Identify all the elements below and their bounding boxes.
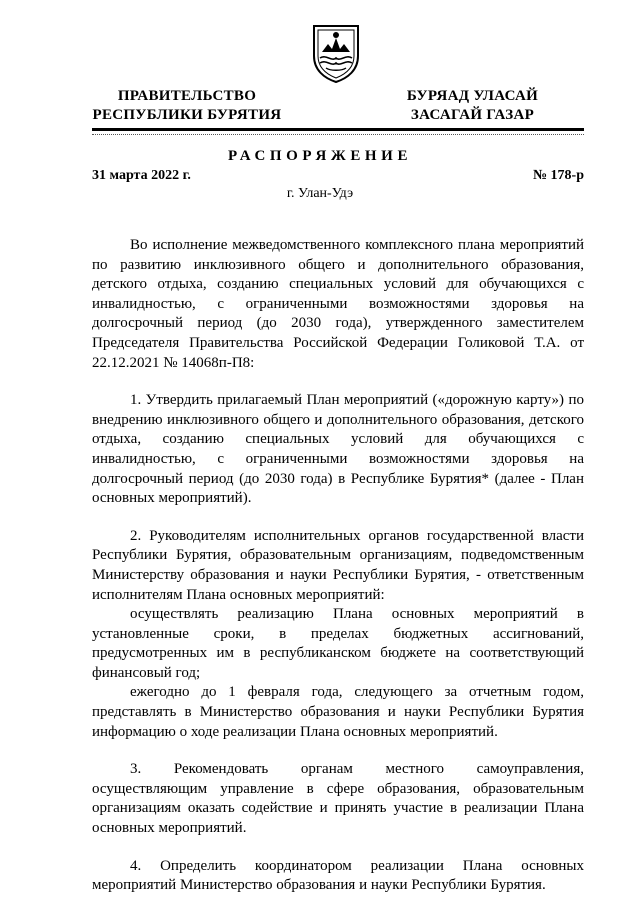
issuer-name-buryat: [385, 87, 560, 125]
issuer-line: ЗАСАГАЙ ГАЗАР: [410, 107, 535, 123]
clause-3: 3. Рекомендовать органам местного самоуправления, осуществляющим управление в сфере образования, образовательным организациям оказать содействие и принять участие в реализации Плана основных мероприятий.: [92, 761, 584, 837]
header-rule-dotted: [92, 134, 584, 135]
clause-4: 4. Определить координатором реализации Плана основных мероприятий Министерство образования и науки Республики Бурятия.: [92, 857, 584, 894]
document-city: г. Улан-Удэ: [286, 186, 354, 201]
clause-1: 1. Утвердить прилагаемый План мероприятий («дорожную карту») по внедрению инклюзивного общего и дополнительного образования, детского отдыха, созданию специальных условий для обучающихся с инвалидностью, с ограниченными возможностями здоровья на долгосрочный период (до 2030 года) в Республике Бурятия* (далее - План основных мероприятий).: [92, 392, 584, 507]
document-type: РАСПОРЯЖЕНИЕ: [227, 148, 413, 164]
document-body: [92, 236, 584, 896]
clause-2: 2. Руководителям исполнительных органов государственной власти Республики Бурятия, образовательным организациям, подведомственным Министерству образования и науки Республики Бурятия, - ответственным исполнителям Плана основных мероприятий:: [92, 527, 584, 603]
issuer-line: БУРЯАД УЛАСАЙ: [406, 88, 539, 104]
issuer-line: РЕСПУБЛИКИ БУРЯТИЯ: [92, 107, 282, 123]
document-number: № 178-р: [532, 168, 584, 183]
clause-2-item-1: осуществлять реализацию Плана основных мероприятий в установленные сроки, в пределах бюджетных ассигнований, предусмотренных им в республиканском бюджете на соответствующий финансовый год;: [92, 606, 584, 681]
clause-2-item-2: ежегодно до 1 февраля года, следующего за отчетным годом, представлять в Министерство образования и науки Республики Бурятия информацию о ходе реализации Плана основных мероприятий.: [92, 684, 584, 740]
document-date: 31 марта 2022 г.: [92, 168, 191, 183]
issuer-line: ПРАВИТЕЛЬСТВО: [117, 88, 257, 104]
header-rule: [92, 128, 584, 131]
preamble-paragraph: Во исполнение межведомственного комплексного плана мероприятий по развитию инклюзивного общего и дополнительного образования, детского отдыха, созданию специальных условий для обучающихся с инвалидностью, с ограниченными возможностями здоровья на долгосрочный период (до 2030 года), утвержденного заместителем Председателя Правительства Российской Федерации Голиковой Т.А. от 22.12.2021 № 14068п-П8:: [92, 237, 584, 371]
issuer-name-russian: [82, 87, 292, 125]
coat-of-arms-icon: [308, 22, 364, 84]
